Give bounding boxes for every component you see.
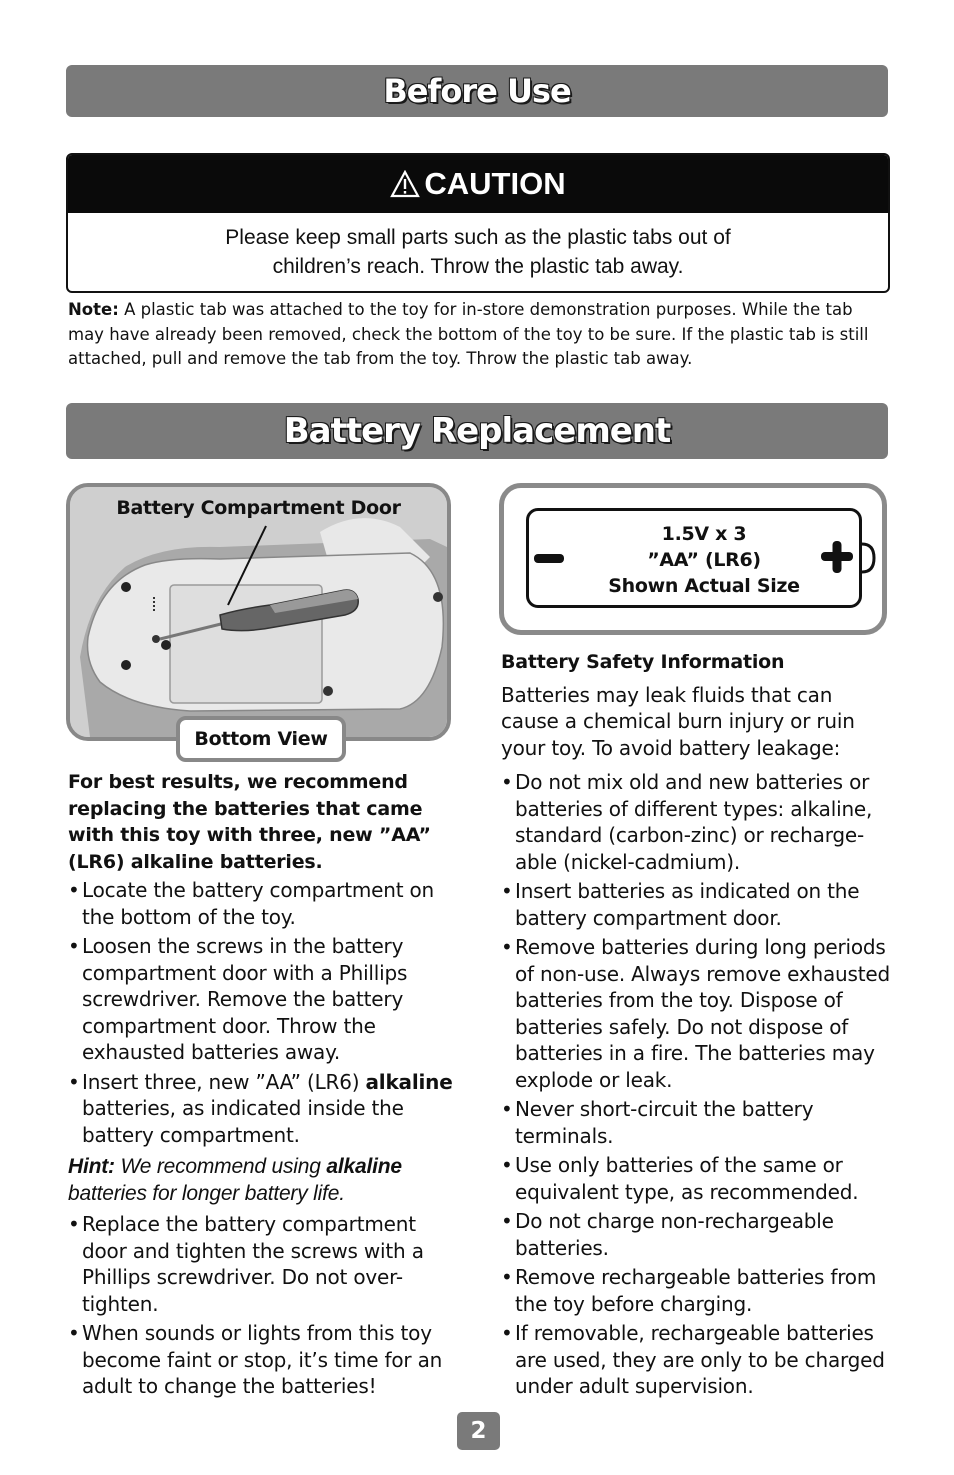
caution-line-1: Please keep small parts such as the plastic tabs out of [225,226,731,249]
before-use-heading: Before Use [66,65,888,117]
toy-bottom-illustration [70,487,447,737]
battery-nub-icon [860,538,880,578]
bottom-view-label: Bottom View [176,716,346,762]
note-label: Note: [68,300,119,319]
note-text: A plastic tab was attached to the toy for in-store demonstration purposes. While the tab may have already been removed, check the bottom of the toy to be sure. If the plastic tab is still attached, pull and remove the tab from the toy. Throw the plastic tab away. [68,300,869,368]
safety-list [501,769,896,1400]
caution-box [66,153,890,293]
replacement-steps-continued [68,1211,458,1400]
hint-text [68,1154,458,1207]
step-text: Insert three, new ”AA” (LR6) [82,1069,366,1094]
list-item [68,1069,458,1149]
caution-line-2: children’s reach. Throw the plastic tab away. [272,255,684,278]
hint-body: batteries for longer battery life. [68,1181,345,1205]
list-item: • Replace the battery compartment door and tighten the screws with a Phillips screwdriver. Do not over-tighten. [68,1211,458,1317]
caution-text [68,213,888,281]
list-item: • If removable, rechargeable batteries are used, they are only to be charged under adult supervision. [501,1320,896,1400]
caution-header [68,155,888,213]
alkaline-emphasis: alkaline [326,1155,402,1178]
aa-battery-outline [526,508,862,608]
replacement-steps [68,877,458,1148]
right-column [501,649,896,1403]
caution-label: CAUTION [424,166,566,201]
battery-door-label: Battery Compartment Door [116,497,401,519]
battery-size-graphic [499,483,887,635]
list-item: • Loosen the screws in the battery compartment door with a Phillips screwdriver. Remove the battery compartment door. Throw the exhausted batteries away. [68,933,458,1066]
list-item: • Do not mix old and new batteries or batteries of different types: alkaline, standard (carbon-zinc) or recharge-able (nickel-cadmium). [501,769,896,875]
list-item: • Use only batteries of the same or equivalent type, as recommended. [501,1152,896,1205]
list-item: • Insert batteries as indicated on the battery compartment door. [501,878,896,931]
step-text: batteries, as indicated inside the battery compartment. [82,1096,404,1147]
hint-label: Hint: [68,1155,115,1178]
warning-triangle-icon [390,170,420,198]
battery-actual-size: Shown Actual Size [608,575,800,597]
list-item: • Never short-circuit the battery terminals. [501,1096,896,1149]
recommendation-text: For best results, we recommend replacing the batteries that came with this toy with three, new ”AA” (LR6) alkaline batteries. [68,771,431,873]
safety-heading: Battery Safety Information [501,651,785,673]
battery-voltage: 1.5V x 3 [661,523,747,545]
minus-terminal-icon [534,553,564,565]
list-item: • Remove rechargeable batteries from the toy before charging. [501,1264,896,1317]
list-item: • When sounds or lights from this toy become faint or stop, it’s time for an adult to change the batteries! [68,1320,458,1400]
alkaline-emphasis: alkaline [365,1069,453,1094]
hint-body: We recommend using [114,1155,327,1178]
plus-terminal-icon [821,541,853,573]
left-column [68,769,458,1403]
battery-replacement-heading: Battery Replacement [66,403,888,459]
note-paragraph [68,298,888,372]
battery-type: ”AA” (LR6) [647,549,761,571]
safety-intro: Batteries may leak fluids that can cause a chemical burn injury or ruin your toy. To avoid battery leakage: [501,682,855,760]
list-item: • Do not charge non-rechargeable batteries. [501,1208,896,1261]
bottom-view-photo [66,483,451,741]
list-item: • Locate the battery compartment on the bottom of the toy. [68,877,458,930]
page-number: 2 [457,1412,500,1450]
battery-spec-text [589,521,819,599]
list-item: • Remove batteries during long periods of non-use. Always remove exhausted batteries from the toy. Dispose of batteries safely. Do not dispose of batteries in a fire. The batteries may explode or leak. [501,934,896,1093]
